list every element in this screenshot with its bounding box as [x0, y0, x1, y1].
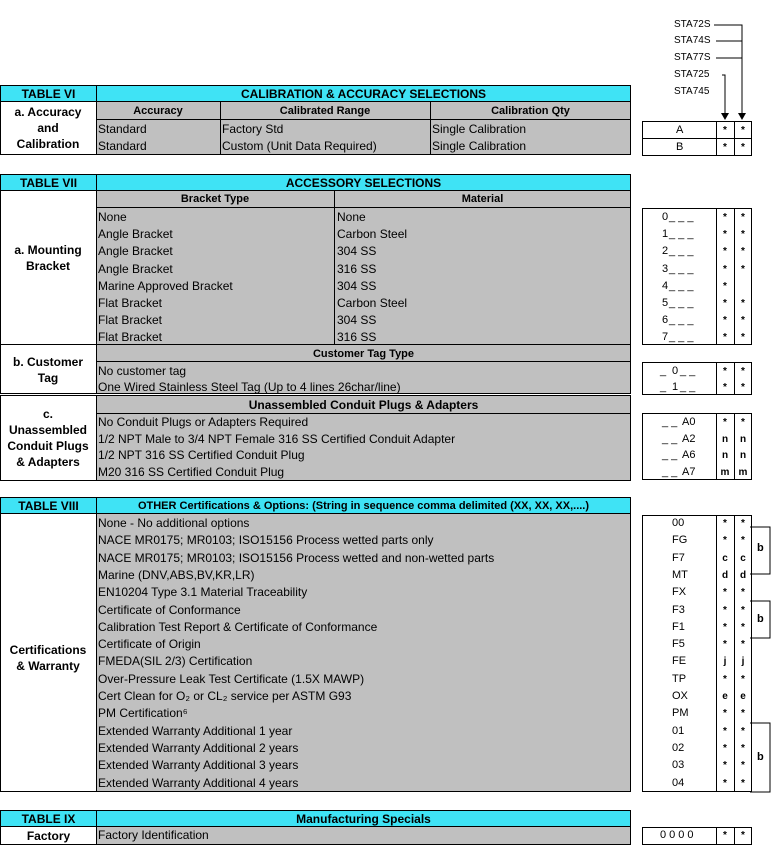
- table9-title: Manufacturing Specials: [96, 810, 631, 827]
- availability-mark: j: [741, 656, 745, 667]
- col-header-bracket: Bracket Type: [180, 193, 250, 205]
- option-code: 3: [662, 263, 669, 275]
- table-cell: None: [337, 210, 366, 224]
- col-header-accuracy: Accuracy: [133, 105, 183, 117]
- availability-mark: *: [741, 622, 745, 633]
- availability-mark: *: [723, 830, 727, 841]
- table8-title: OTHER Certifications & Options: (String in sequence comma delimited (XX, XX, XX,....): [96, 497, 631, 514]
- code-placeholder: _ _ _: [669, 331, 694, 343]
- table-cell: Marine (DNV,ABS,BV,KR,LR): [98, 568, 255, 582]
- option-code: 4: [662, 280, 669, 292]
- option-code: 1: [672, 381, 679, 393]
- availability-mark: *: [741, 382, 745, 393]
- table-cell: 304 SS: [337, 244, 377, 258]
- table7-tag: TABLE VII: [0, 174, 97, 191]
- table8-tag: TABLE VIII: [0, 497, 97, 514]
- table-cell: Extended Warranty Additional 3 years: [98, 758, 299, 772]
- table-cell: 1/2 NPT 316 SS Certified Conduit Plug: [98, 448, 305, 462]
- table-cell: None: [98, 210, 127, 224]
- code-placeholder: _ _ _: [669, 314, 694, 326]
- availability-mark: *: [741, 726, 745, 737]
- option-code: 02: [672, 742, 685, 754]
- table-cell: 1/2 NPT Male to 3/4 NPT Female 316 SS Certified Conduit Adapter: [98, 432, 456, 446]
- availability-mark: n: [721, 434, 729, 445]
- table-cell: Certificate of Conformance: [98, 603, 241, 617]
- availability-mark: *: [741, 587, 745, 598]
- option-code: FG: [672, 534, 688, 546]
- code-placeholder: _ _: [662, 449, 678, 461]
- availability-mark: e: [722, 691, 728, 702]
- availability-mark: n: [739, 434, 747, 445]
- availability-mark: *: [723, 708, 727, 719]
- table-cell: FMEDA(SIL 2/3) Certification: [98, 654, 253, 668]
- availability-mark: *: [723, 605, 727, 616]
- option-code: A2: [682, 433, 696, 445]
- availability-mark: d: [739, 570, 747, 581]
- table-cell: Factory Identification: [98, 828, 209, 842]
- table-cell: Marine Approved Bracket: [98, 279, 233, 293]
- option-code: 01: [672, 725, 685, 737]
- option-code: A6: [682, 449, 696, 461]
- table-cell: Angle Bracket: [98, 244, 173, 258]
- footnote-mark: b: [757, 613, 764, 625]
- table-cell: PM Certification⁶: [98, 706, 188, 720]
- model-arrows: [700, 18, 760, 124]
- option-code: A7: [682, 466, 696, 478]
- code-placeholder: _ _: [662, 433, 678, 445]
- availability-mark: *: [723, 212, 727, 223]
- availability-mark: *: [723, 142, 727, 153]
- table-cell: NACE MR0175; MR0103; ISO15156 Process wetted parts only: [98, 533, 434, 547]
- availability-mark: *: [741, 142, 745, 153]
- availability-mark: c: [740, 553, 746, 564]
- col-header-range: Calibrated Range: [279, 105, 371, 117]
- availability-mark: *: [741, 366, 745, 377]
- availability-mark: *: [723, 622, 727, 633]
- code-placeholder: _ _ _: [669, 297, 694, 309]
- option-code: 2: [662, 245, 669, 257]
- option-code: B: [676, 141, 684, 153]
- option-code: 03: [672, 759, 685, 771]
- option-code: A: [676, 124, 684, 136]
- table6-tag: TABLE VI: [0, 85, 97, 102]
- tag-section-label: b. Customer Tag: [12, 355, 83, 385]
- availability-mark: d: [721, 570, 729, 581]
- table-cell: Flat Bracket: [98, 330, 163, 344]
- table9-tag: TABLE IX: [0, 810, 97, 827]
- model-label: STA725: [674, 69, 710, 80]
- availability-mark: *: [741, 605, 745, 616]
- table-cell: 316 SS: [337, 330, 377, 344]
- availability-mark: n: [739, 450, 747, 461]
- availability-mark: *: [723, 264, 727, 275]
- availability-mark: *: [741, 212, 745, 223]
- availability-mark: *: [741, 639, 745, 650]
- option-code: 1: [662, 228, 669, 240]
- availability-mark: *: [723, 281, 727, 292]
- availability-mark: *: [723, 674, 727, 685]
- availability-mark: *: [741, 125, 745, 136]
- availability-mark: *: [723, 743, 727, 754]
- availability-mark: *: [723, 315, 727, 326]
- table9-section-label: Factory: [26, 828, 71, 843]
- table-cell: 316 SS: [337, 262, 377, 276]
- availability-mark: *: [723, 535, 727, 546]
- availability-mark: *: [723, 366, 727, 377]
- conduit-section-label: c. Unassembled Conduit Plugs & Adapters: [7, 407, 89, 469]
- table-cell: Standard: [98, 139, 147, 153]
- code-placeholder: _ _ _: [669, 228, 694, 240]
- option-code: 5: [662, 297, 669, 309]
- table-cell: 304 SS: [337, 313, 377, 327]
- col-header-conduit: Unassembled Conduit Plugs & Adapters: [248, 398, 479, 412]
- availability-mark: *: [723, 332, 727, 343]
- availability-mark: *: [741, 760, 745, 771]
- table-cell: Standard: [98, 122, 147, 136]
- col-header-tag: Customer Tag Type: [312, 348, 415, 360]
- table-cell: Single Calibration: [432, 139, 527, 153]
- availability-mark: *: [741, 332, 745, 343]
- option-code: FX: [672, 586, 687, 598]
- availability-mark: *: [723, 417, 727, 428]
- model-label: STA74S: [674, 35, 711, 46]
- availability-mark: *: [741, 778, 745, 789]
- availability-mark: *: [741, 315, 745, 326]
- availability-mark: *: [723, 382, 727, 393]
- option-code: 6: [662, 314, 669, 326]
- code-placeholder: _ _: [662, 416, 678, 428]
- code-placeholder: _ _ _: [669, 211, 694, 223]
- option-code: F1: [672, 621, 685, 633]
- table-cell: No customer tag: [98, 364, 187, 378]
- model-label: STA745: [674, 86, 710, 97]
- availability-mark: *: [723, 298, 727, 309]
- table-cell: 304 SS: [337, 279, 377, 293]
- option-code: 04: [672, 777, 685, 789]
- option-code: MT: [672, 569, 688, 581]
- option-code: 0000: [660, 829, 697, 841]
- option-code: PM: [672, 707, 689, 719]
- availability-mark: *: [723, 518, 727, 529]
- table6-title: CALIBRATION & ACCURACY SELECTIONS: [96, 85, 631, 102]
- availability-mark: e: [740, 691, 746, 702]
- table-cell: Angle Bracket: [98, 227, 173, 241]
- col-header-qty: Calibration Qty: [491, 105, 570, 117]
- option-code: TP: [672, 673, 687, 685]
- code-placeholder: _ _: [662, 466, 678, 478]
- table-cell: Flat Bracket: [98, 296, 163, 310]
- table-cell: Flat Bracket: [98, 313, 163, 327]
- availability-mark: m: [738, 467, 748, 478]
- table-cell: Certificate of Origin: [98, 637, 201, 651]
- option-code: F3: [672, 604, 685, 616]
- option-code: F7: [672, 552, 685, 564]
- option-code: 0: [672, 365, 679, 377]
- table-cell: None - No additional options: [98, 516, 250, 530]
- availability-mark: j: [723, 656, 727, 667]
- availability-mark: *: [741, 674, 745, 685]
- table-cell: Calibration Test Report & Certificate of Conformance: [98, 620, 378, 634]
- col-header-material: Material: [461, 193, 504, 205]
- availability-mark: *: [741, 298, 745, 309]
- mounting-section-label: a. Mounting Bracket: [14, 243, 82, 273]
- table-cell: Custom (Unit Data Required): [222, 139, 377, 153]
- footnote-mark: b: [757, 751, 764, 763]
- option-code: F5: [672, 638, 685, 650]
- availability-mark: *: [741, 264, 745, 275]
- availability-mark: *: [741, 246, 745, 257]
- option-code: FE: [672, 655, 687, 667]
- table-cell: One Wired Stainless Steel Tag (Up to 4 lines 26char/line): [98, 380, 401, 394]
- table7-title: ACCESSORY SELECTIONS: [96, 174, 631, 191]
- table-cell: No Conduit Plugs or Adapters Required: [98, 415, 309, 429]
- table8-section-label: Certifications & Warranty: [9, 643, 87, 673]
- model-label: STA77S: [674, 52, 711, 63]
- availability-mark: *: [723, 229, 727, 240]
- availability-mark: *: [741, 708, 745, 719]
- availability-mark: *: [741, 830, 745, 841]
- code-placeholder: _ _ _: [669, 263, 694, 275]
- table-cell: EN10204 Type 3.1 Material Traceability: [98, 585, 308, 599]
- table-cell: Carbon Steel: [337, 227, 408, 241]
- footnote-mark: b: [757, 542, 764, 554]
- availability-mark: *: [723, 246, 727, 257]
- option-code: 7: [662, 331, 669, 343]
- code-placeholder: _ _ _: [669, 245, 694, 257]
- availability-mark: n: [721, 450, 729, 461]
- availability-mark: m: [720, 467, 730, 478]
- availability-mark: *: [741, 229, 745, 240]
- table-cell: Carbon Steel: [337, 296, 408, 310]
- availability-mark: *: [723, 760, 727, 771]
- table-cell: NACE MR0175; MR0103; ISO15156 Process wetted and non-wetted parts: [98, 551, 495, 565]
- availability-mark: *: [741, 535, 745, 546]
- table-cell: Factory Std: [222, 122, 284, 136]
- availability-mark: *: [723, 587, 727, 598]
- table6-section-label: a. Accuracy and Calibration: [14, 105, 82, 151]
- availability-mark: *: [741, 417, 745, 428]
- availability-mark: c: [722, 553, 728, 564]
- table-cell: Extended Warranty Additional 1 year: [98, 724, 293, 738]
- table-cell: Extended Warranty Additional 2 years: [98, 741, 299, 755]
- table-cell: Single Calibration: [432, 122, 527, 136]
- availability-mark: *: [741, 518, 745, 529]
- option-code: A0: [682, 416, 696, 428]
- table-cell: M20 316 SS Certified Conduit Plug: [98, 465, 285, 479]
- option-code: 0: [662, 211, 669, 223]
- availability-mark: *: [723, 125, 727, 136]
- code-placeholder: _ _ _: [669, 280, 694, 292]
- availability-mark: *: [723, 726, 727, 737]
- option-code: OX: [672, 690, 688, 702]
- availability-mark: *: [723, 639, 727, 650]
- model-label: STA72S: [674, 19, 711, 30]
- table-cell: Over-Pressure Leak Test Certificate (1.5X MAWP): [98, 672, 365, 686]
- table-cell: Cert Clean for O₂ or CL₂ service per ASTM G93: [98, 689, 352, 703]
- table-cell: Extended Warranty Additional 4 years: [98, 776, 299, 790]
- availability-mark: *: [741, 743, 745, 754]
- option-code: 00: [672, 517, 685, 529]
- availability-mark: *: [723, 778, 727, 789]
- table-cell: Angle Bracket: [98, 262, 173, 276]
